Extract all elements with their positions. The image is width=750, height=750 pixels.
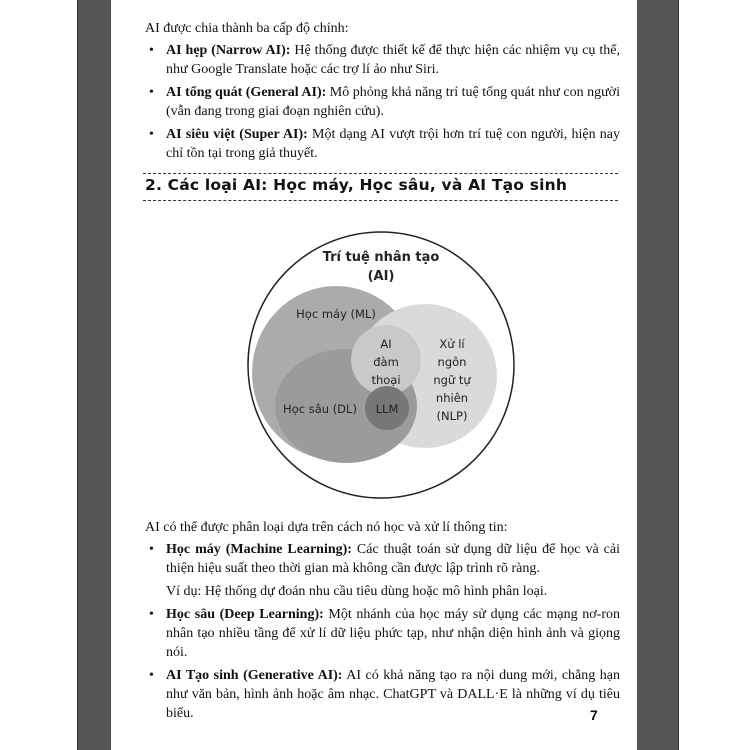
nlp-label: Xử lí [439,337,465,351]
ml-label: Học máy (ML) [296,307,376,321]
llm-label: LLM [375,402,399,416]
list-item: • AI siêu việt (Super AI): Một dạng AI vượt trội hơn trí tuệ con người, hiện nay chỉ tồn tại trong giả thuyết. [145,125,620,163]
chat-label: AI [380,337,392,351]
list-item: • AI hẹp (Narrow AI): Hệ thống được thiết kế để thực hiện các nhiệm vụ cụ thể, như Google Translate hoặc các trợ lí ảo như Siri. [145,41,620,79]
ai-types-list [145,540,620,723]
ml-example: Ví dụ: Hệ thống dự đoán nhu cầu tiêu dùng hoặc mô hình phân loại. [166,584,548,599]
page-number: 7 [590,707,598,723]
list-item: • Học sâu (Deep Learning): Một nhánh của học máy sử dụng các mạng nơ-ron nhân tạo nhiều tầng để xử lí dữ liệu phức tạp, như nhận diện hình ảnh và giọng nói. [145,605,620,662]
nlp-label: ngữ tự [433,373,471,387]
list-item: • AI tổng quát (General AI): Mô phỏng khả năng trí tuệ tổng quát như con người (vẫn đang trong giai đoạn nghiên cứu). [145,83,620,121]
section-heading: 2. Các loại AI: Học máy, Học sâu, và AI Tạo sinh [145,176,568,194]
diagram-title: Trí tuệ nhân tạo [322,250,440,265]
nlp-label: ngôn [437,355,467,369]
dl-label: Học sâu (DL) [283,402,357,416]
diagram-title-abbr: (AI) [367,269,395,284]
types-block [145,518,620,727]
intro-lead: AI được chia thành ba cấp độ chính: [145,21,349,36]
list-item: • Học máy (Machine Learning): Các thuật toán sử dụng dữ liệu để học và cải thiện hiệu suất theo thời gian mà không cần được lập trình rõ ràng. Ví dụ: Hệ thống dự đoán nhu cầu tiêu dùng hoặc mô hình phân loại. [145,540,620,601]
chat-label: đàm [373,355,399,369]
types-lead: AI có thể được phân loại dựa trên cách nó học và xử lí thông tin: [145,520,508,535]
chat-label: thoại [371,373,401,387]
nlp-label: nhiên [435,391,469,405]
nlp-label: (NLP) [436,409,468,423]
list-item: • AI Tạo sinh (Generative AI): AI có khả năng tạo ra nội dung mới, chẳng hạn như văn bản, hình ảnh hoặc âm nhạc. ChatGPT và DALL·E là những ví dụ tiêu biểu. [145,666,620,723]
